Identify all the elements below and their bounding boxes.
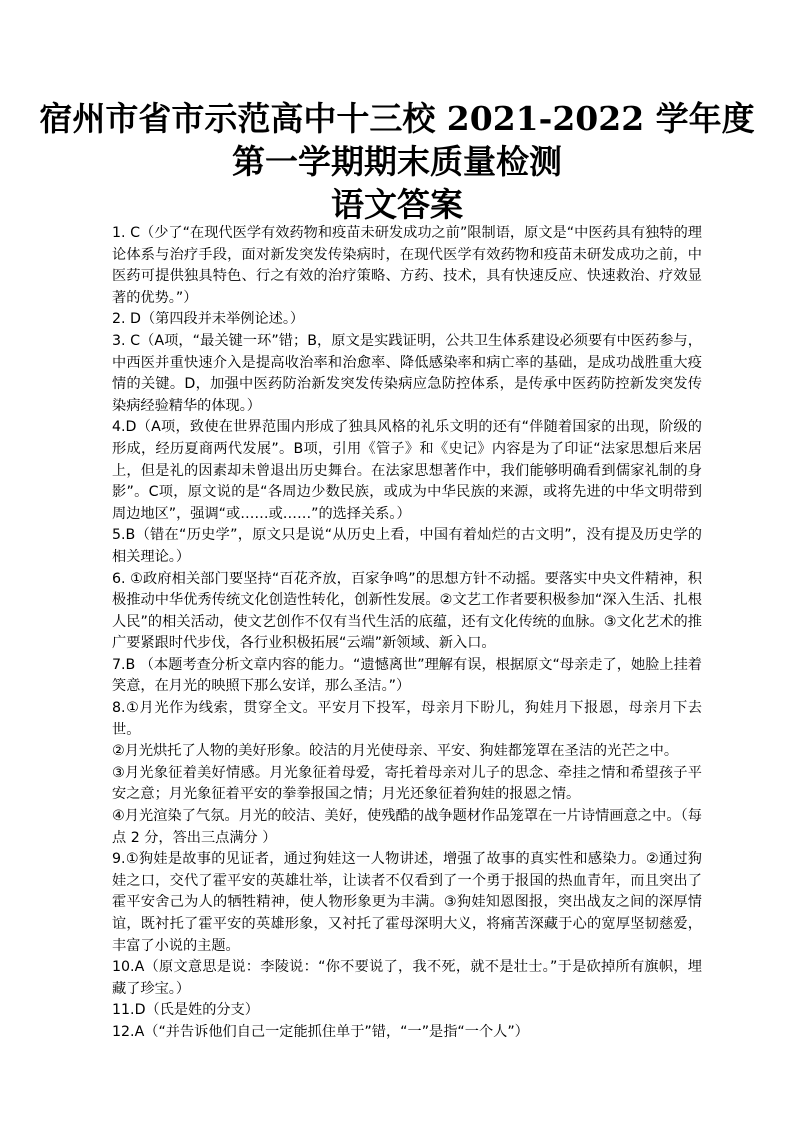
answer-item-6: 6. ①政府相关部门要坚持“百花齐放，百家争鸣”的思想方针不动摇。要落实中央文件精神，积极推动中华优秀传统文化创造性转化，创新性发展。②文艺工作者要积极参加“深入生活、扎根人民”的相关活动，使文艺创作不仅有当代生活的底蕴，还有文化传统的血脉。③文化艺术的推广要紧跟时代步伐，各行业积极拓展“云端”新领域、新入口。 bbox=[112, 570, 702, 652]
answer-item-8-point-3: ③月光象征着美好情感。月光象征着母爱，寄托着母亲对儿子的思念、牵挂之情和希望孩子平安之意；月光象征着平安的拳拳报国之情；月光还象征着狗娃的报恩之情。 bbox=[112, 764, 702, 803]
answer-item-7: 7.B （本题考查分析文章内容的能力。“遗憾离世”理解有误，根据原文“母亲走了，她脸上挂着笑意，在月光的映照下那么安详，那么圣洁。”） bbox=[112, 656, 702, 695]
answer-item-10: 10.A（原文意思是说：李陵说：“你不要说了，我不死，就不是壮士。”于是砍掉所有旗帜，埋藏了珍宝。） bbox=[112, 959, 702, 997]
answer-item-2: 2. D（第四段并未举例论述。） bbox=[112, 311, 305, 328]
answer-key-heading: 语文答案 bbox=[331, 185, 463, 224]
exam-subtitle: 第一学期期末质量检测 bbox=[232, 142, 562, 181]
answer-item-9: 9.①狗娃是故事的见证者，通过狗娃这一人物讲述，增强了故事的真实性和感染力。②通过狗娃之口，交代了霍平安的英雄壮举，让读者不仅看到了一个勇于报国的热血青年，而且突出了霍平安舍己为人的牺牲精神，使人物形象更为丰满。③狗娃知恩图报，突出战友之间的深厚情谊，既衬托了霍平安的英雄形象，又衬托了霍母深明大义，将痛苦深藏于心的宽厚坚韧慈爱，丰富了小说的主题。 bbox=[112, 851, 702, 954]
answer-list bbox=[112, 223, 702, 1044]
answer-item-1: 1. C（少了“在现代医学有效药物和疫苗未研发成功之前”限制语，原文是“中医药具有独特的理论体系与治疗手段，面对新发突发传染病时，在现代医学有效药物和疫苗未研发成功之前，中医药可提供独具特色、行之有效的治疗策略、方药、技术，具有快速反应、快速救治、疗效显著的优势。”） bbox=[112, 225, 702, 306]
answer-item-4: 4.D（A项，致使在世界范围内形成了独具风格的礼乐文明的还有“伴随着国家的出现，阶级的形成，经历夏商两代发展”。B项，引用《管子》和《史记》内容是为了印证“法家思想后来居上，但是礼的因素却未曾退出历史舞台。在法家思想著作中，我们能够明确看到儒家礼制的身影”。C项，原文说的是“各周边少数民族，或成为中华民族的来源，或将先进的中华文明带到周边地区”，强调“或……或……”的选择关系。） bbox=[112, 419, 702, 522]
answer-item-8-point-2: ②月光烘托了人物的美好形象。皎洁的月光使母亲、平安、狗娃都笼罩在圣洁的光芒之中。 bbox=[112, 743, 679, 760]
answer-item-12: 12.A（“并告诉他们自己一定能抓住单于”错，“一”是指“一个人”） bbox=[112, 1023, 529, 1040]
answer-item-3: 3. C（A项，“最关键一环”错；B，原文是实践证明，公共卫生体系建设必须要有中医药参与，中西医并重快速介入是提高收治率和治愈率、降低感染率和病亡率的基础，是成功战胜重大疫情的关键。D，加强中医药防治新发突发传染病应急防控体系，是传承中医药防控新发突发传染病经验精华的体现。） bbox=[112, 332, 702, 414]
exam-title: 宿州市省市示范高中十三校 2021-2022 学年度 bbox=[39, 99, 755, 138]
answer-item-8-point-4: ④月光渲染了气氛。月光的皎洁、美好，使残酷的战争题材作品笼罩在一片诗情画意之中。（每点 2 分，答出三点满分 ） bbox=[112, 808, 702, 846]
answer-item-8-point-1: 8.①月光作为线索，贯穿全文。平安月下投军，母亲月下盼儿，狗娃月下报恩，母亲月下去世。 bbox=[112, 700, 702, 738]
answer-item-5: 5.B（错在“历史学”，原文只是说“从历史上看，中国有着灿烂的古文明”，没有提及历史学的相关理论。） bbox=[112, 527, 702, 565]
answer-item-11: 11.D（氏是姓的分支） bbox=[112, 1002, 259, 1019]
